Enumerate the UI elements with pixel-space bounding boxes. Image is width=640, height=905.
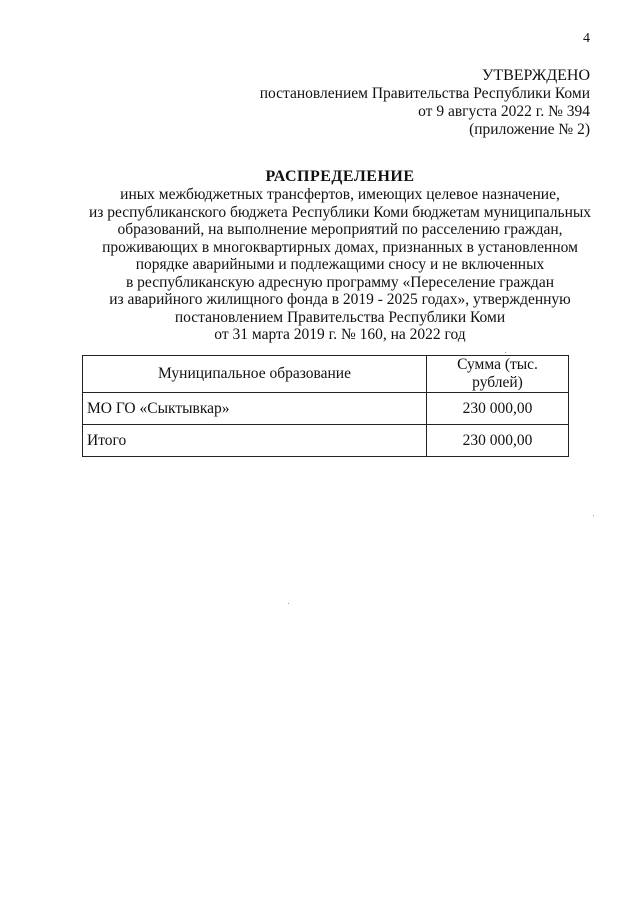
approval-appendix-line: (приложение № 2): [469, 121, 590, 138]
table-header-row: [83, 356, 569, 393]
total-row: [83, 425, 569, 457]
total-amount-cell: 230 000,00: [427, 425, 569, 457]
amount-cell: 230 000,00: [427, 393, 569, 425]
subtitle-line: из республиканского бюджета Республики Коми бюджетам муниципальных: [88, 203, 592, 221]
subtitle-line: из аварийного жилищного фонда в 2019 - 2025 годах», утвержденную: [109, 291, 571, 308]
subtitle-line: образований, на выполнение мероприятий по расселению граждан,: [117, 221, 563, 238]
subtitle-line: от 31 марта 2019 г. № 160, на 2022 год: [214, 326, 466, 343]
total-label-cell: Итого: [83, 425, 427, 457]
subtitle-line: в республиканскую адресную программу «Переселение граждан: [125, 273, 554, 291]
document-title: РАСПРЕДЕЛЕНИЕ: [265, 168, 415, 185]
subtitle-line: порядке аварийными и подлежащими сносу и не включенных: [135, 256, 545, 273]
subtitle-line: постановлением Правительства Республики Коми: [174, 308, 506, 326]
approval-block: [260, 67, 590, 139]
scan-speck: [505, 352, 506, 353]
subtitle-line: иных межбюджетных трансфертов, имеющих целевое назначение,: [120, 186, 560, 203]
document-heading: [60, 167, 620, 344]
scan-speck: [593, 515, 594, 516]
document-subtitle: [60, 186, 620, 344]
distribution-table: [82, 355, 569, 457]
municipality-cell: МО ГО «Сыктывкар»: [83, 393, 427, 425]
page-number: 4: [583, 31, 590, 46]
subtitle-line: проживающих в многоквартирных домах, признанных в установленном: [102, 238, 578, 256]
approval-resolution-line: постановлением Правительства Республики Коми: [259, 85, 590, 102]
column-header-amount: Сумма (тыс. рублей): [427, 356, 569, 393]
table-row: [83, 393, 569, 425]
scan-speck: [288, 603, 289, 604]
approval-stamp-title: УТВЕРЖДЕНО: [481, 67, 590, 84]
approval-date-line: от 9 августа 2022 г. № 394: [418, 103, 590, 120]
column-header-municipality: Муниципальное образование: [83, 356, 427, 393]
